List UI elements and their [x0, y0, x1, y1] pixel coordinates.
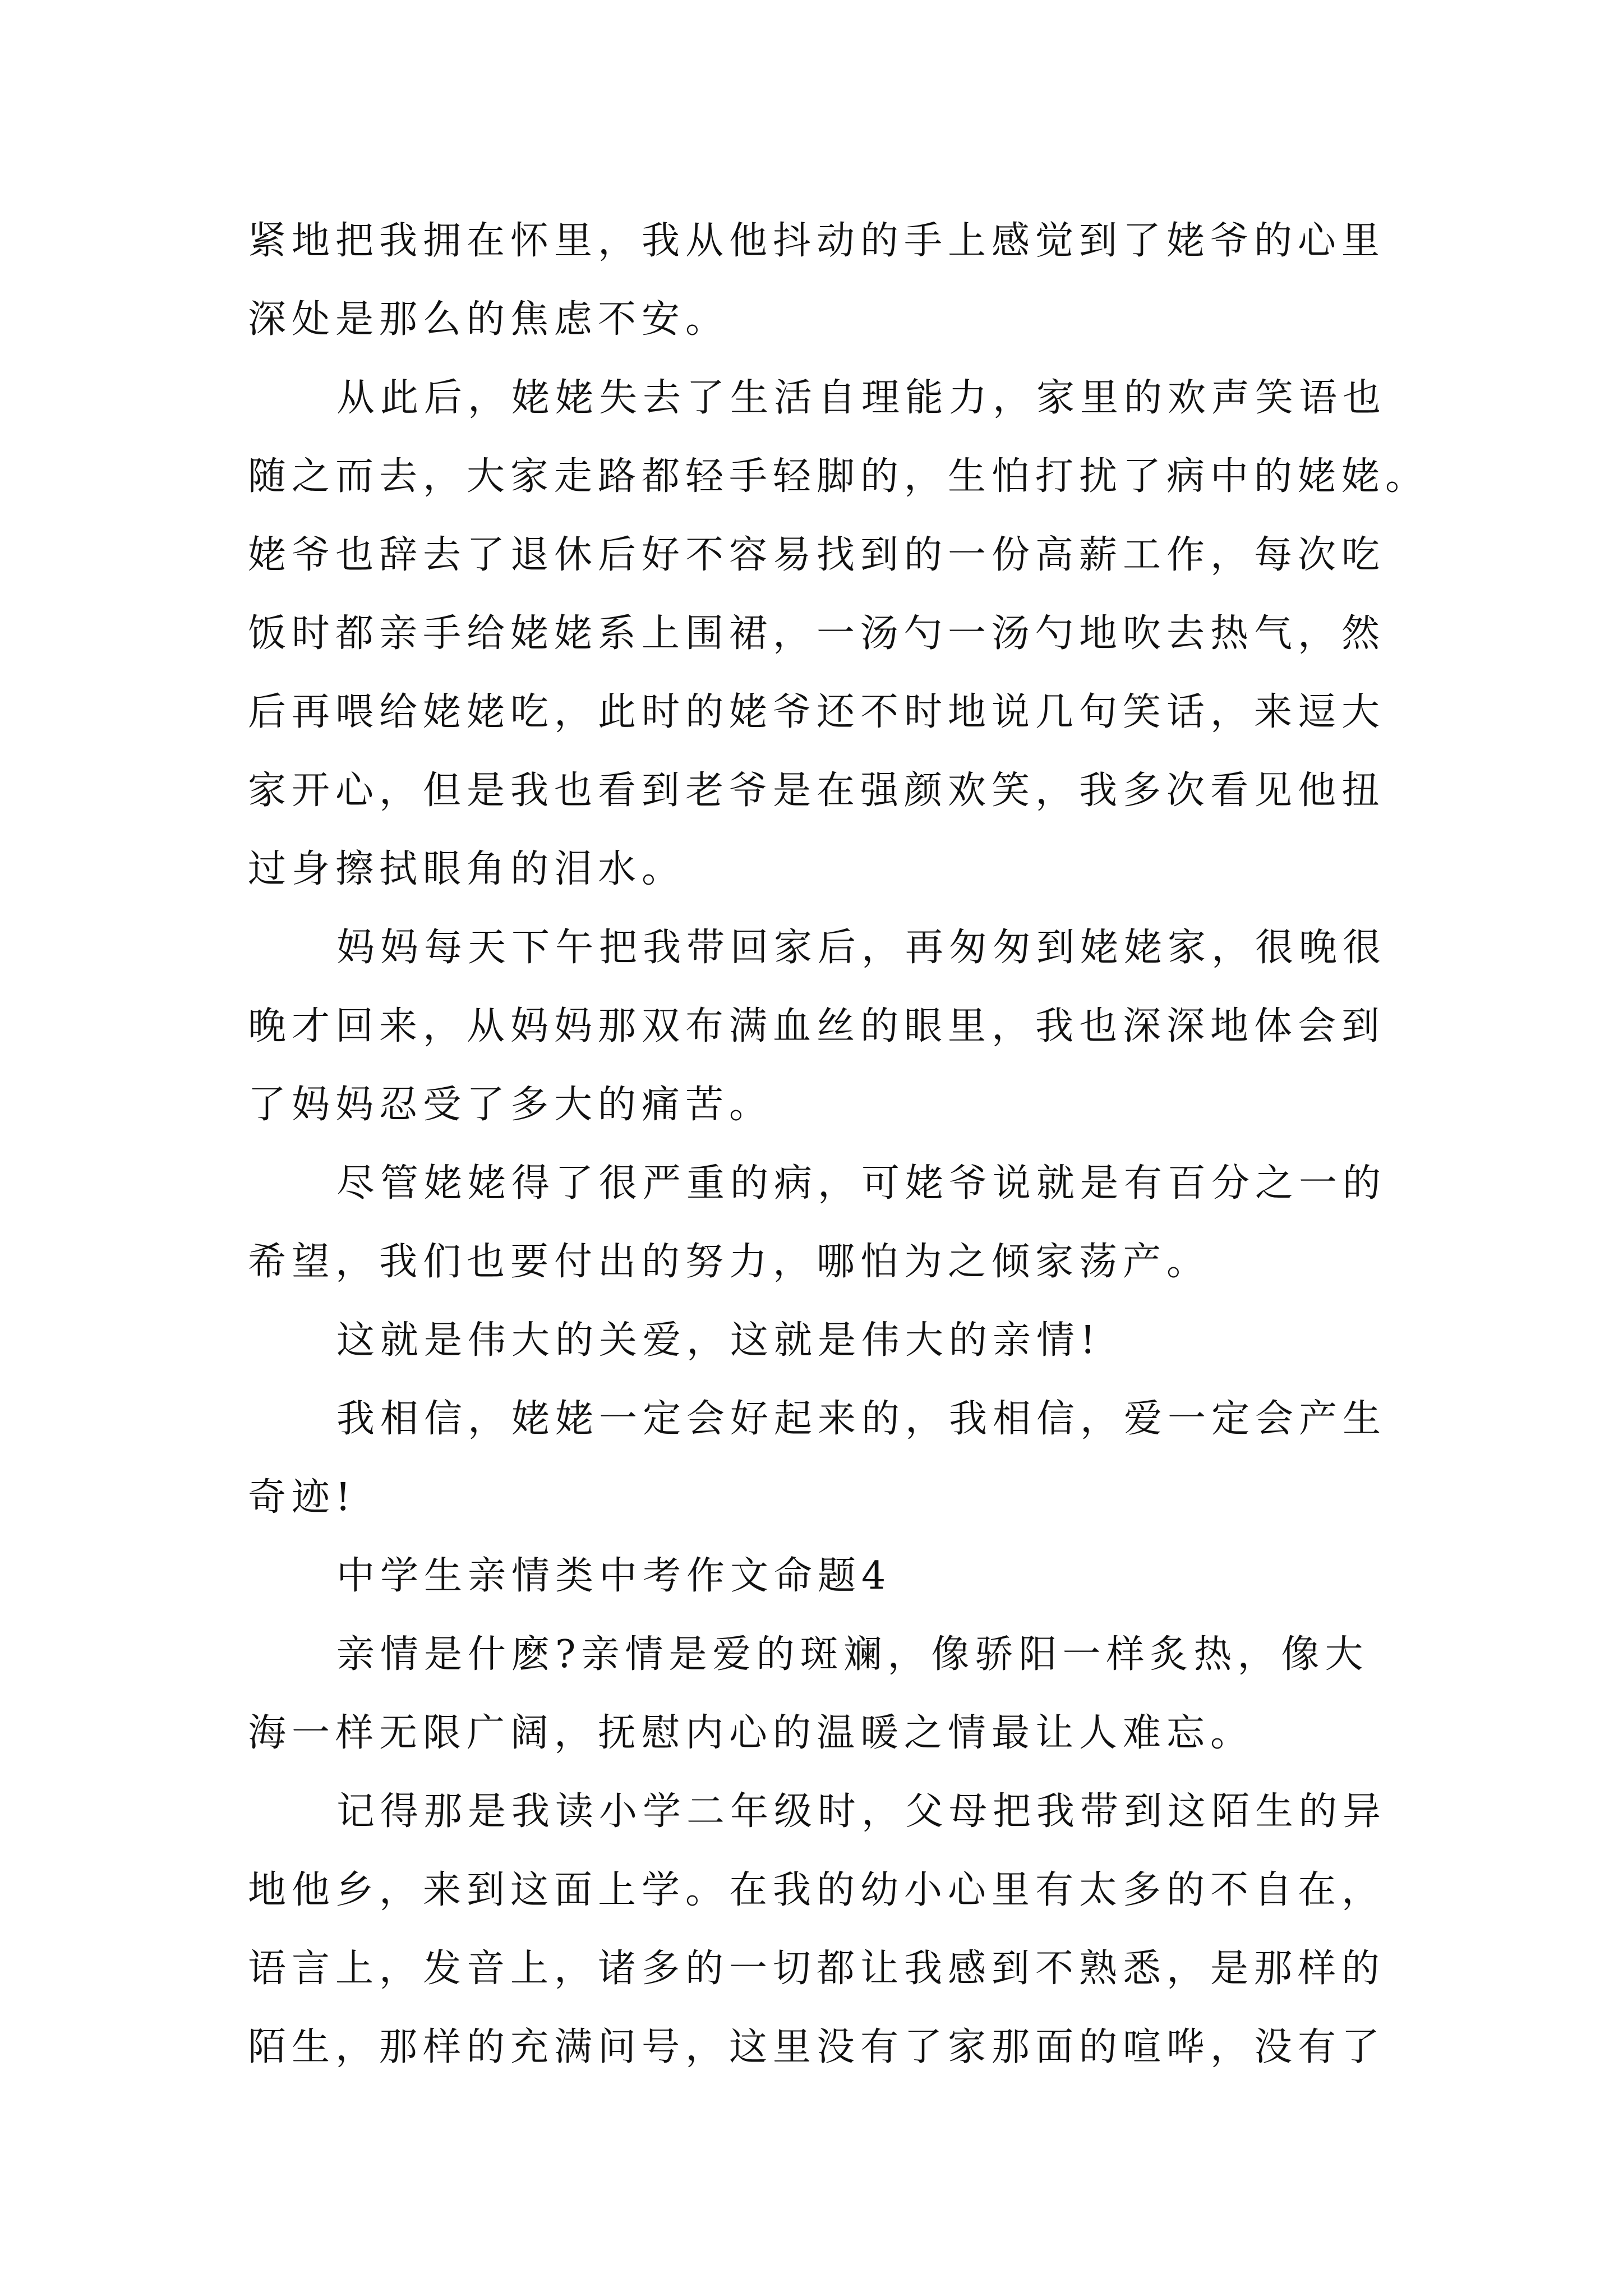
text-line: 奇迹!	[248, 1475, 357, 1520]
text-line: 随之而去，大家走路都轻手轻脚的，生怕打扰了病中的姥姥。	[248, 454, 1430, 499]
text-line: 地他乡，来到这面上学。在我的幼小心里有太多的不自在，	[248, 1868, 1386, 1912]
text-line: 紧地把我拥在怀里，我从他抖动的手上感觉到了姥爷的心里	[248, 219, 1386, 263]
paragraph-start-line: 这就是伟大的关爱，这就是伟大的亲情!	[336, 1318, 1101, 1363]
text-line: 深处是那么的焦虑不安。	[248, 297, 730, 342]
text-line: 陌生，那样的充满问号，这里没有了家那面的喧哗，没有了	[248, 2025, 1386, 2069]
paragraph-start-line: 尽管姥姥得了很严重的病，可姥爷说就是有百分之一的	[336, 1161, 1387, 1205]
text-line: 姥爷也辞去了退休后好不容易找到的一份高薪工作，每次吃	[248, 533, 1386, 577]
text-line: 过身擦拭眼角的泪水。	[248, 847, 686, 891]
text-line: 后再喂给姥姥吃，此时的姥爷还不时地说几句笑话，来逗大	[248, 690, 1386, 734]
paragraph-start-line: 记得那是我读小学二年级时，父母把我带到这陌生的异	[336, 1789, 1387, 1834]
paragraph-start-line: 妈妈每天下午把我带回家后，再匆匆到姥姥家，很晚很	[336, 926, 1387, 970]
paragraph-start-line: 亲情是什麽?亲情是爱的斑斓，像骄阳一样炙热，像大	[336, 1632, 1369, 1677]
text-line: 饭时都亲手给姥姥系上围裙，一汤勺一汤勺地吹去热气，然	[248, 611, 1386, 656]
text-line: 晚才回来，从妈妈那双布满血丝的眼里，我也深深地体会到	[248, 1004, 1386, 1048]
section-heading: 中学生亲情类中考作文命题4	[336, 1554, 892, 1598]
paragraph-start-line: 从此后，姥姥失去了生活自理能力，家里的欢声笑语也	[336, 376, 1387, 420]
text-line: 希望，我们也要付出的努力，哪怕为之倾家荡产。	[248, 1240, 1211, 1284]
text-line: 语言上，发音上，诸多的一切都让我感到不熟悉，是那样的	[248, 1947, 1386, 1991]
text-line: 海一样无限广阔，抚慰内心的温暖之情最让人难忘。	[248, 1711, 1255, 1755]
paragraph-start-line: 我相信，姥姥一定会好起来的，我相信，爱一定会产生	[336, 1397, 1387, 1441]
text-line: 了妈妈忍受了多大的痛苦。	[248, 1083, 773, 1127]
text-line: 家开心，但是我也看到老爷是在强颜欢笑，我多次看见他扭	[248, 769, 1386, 813]
